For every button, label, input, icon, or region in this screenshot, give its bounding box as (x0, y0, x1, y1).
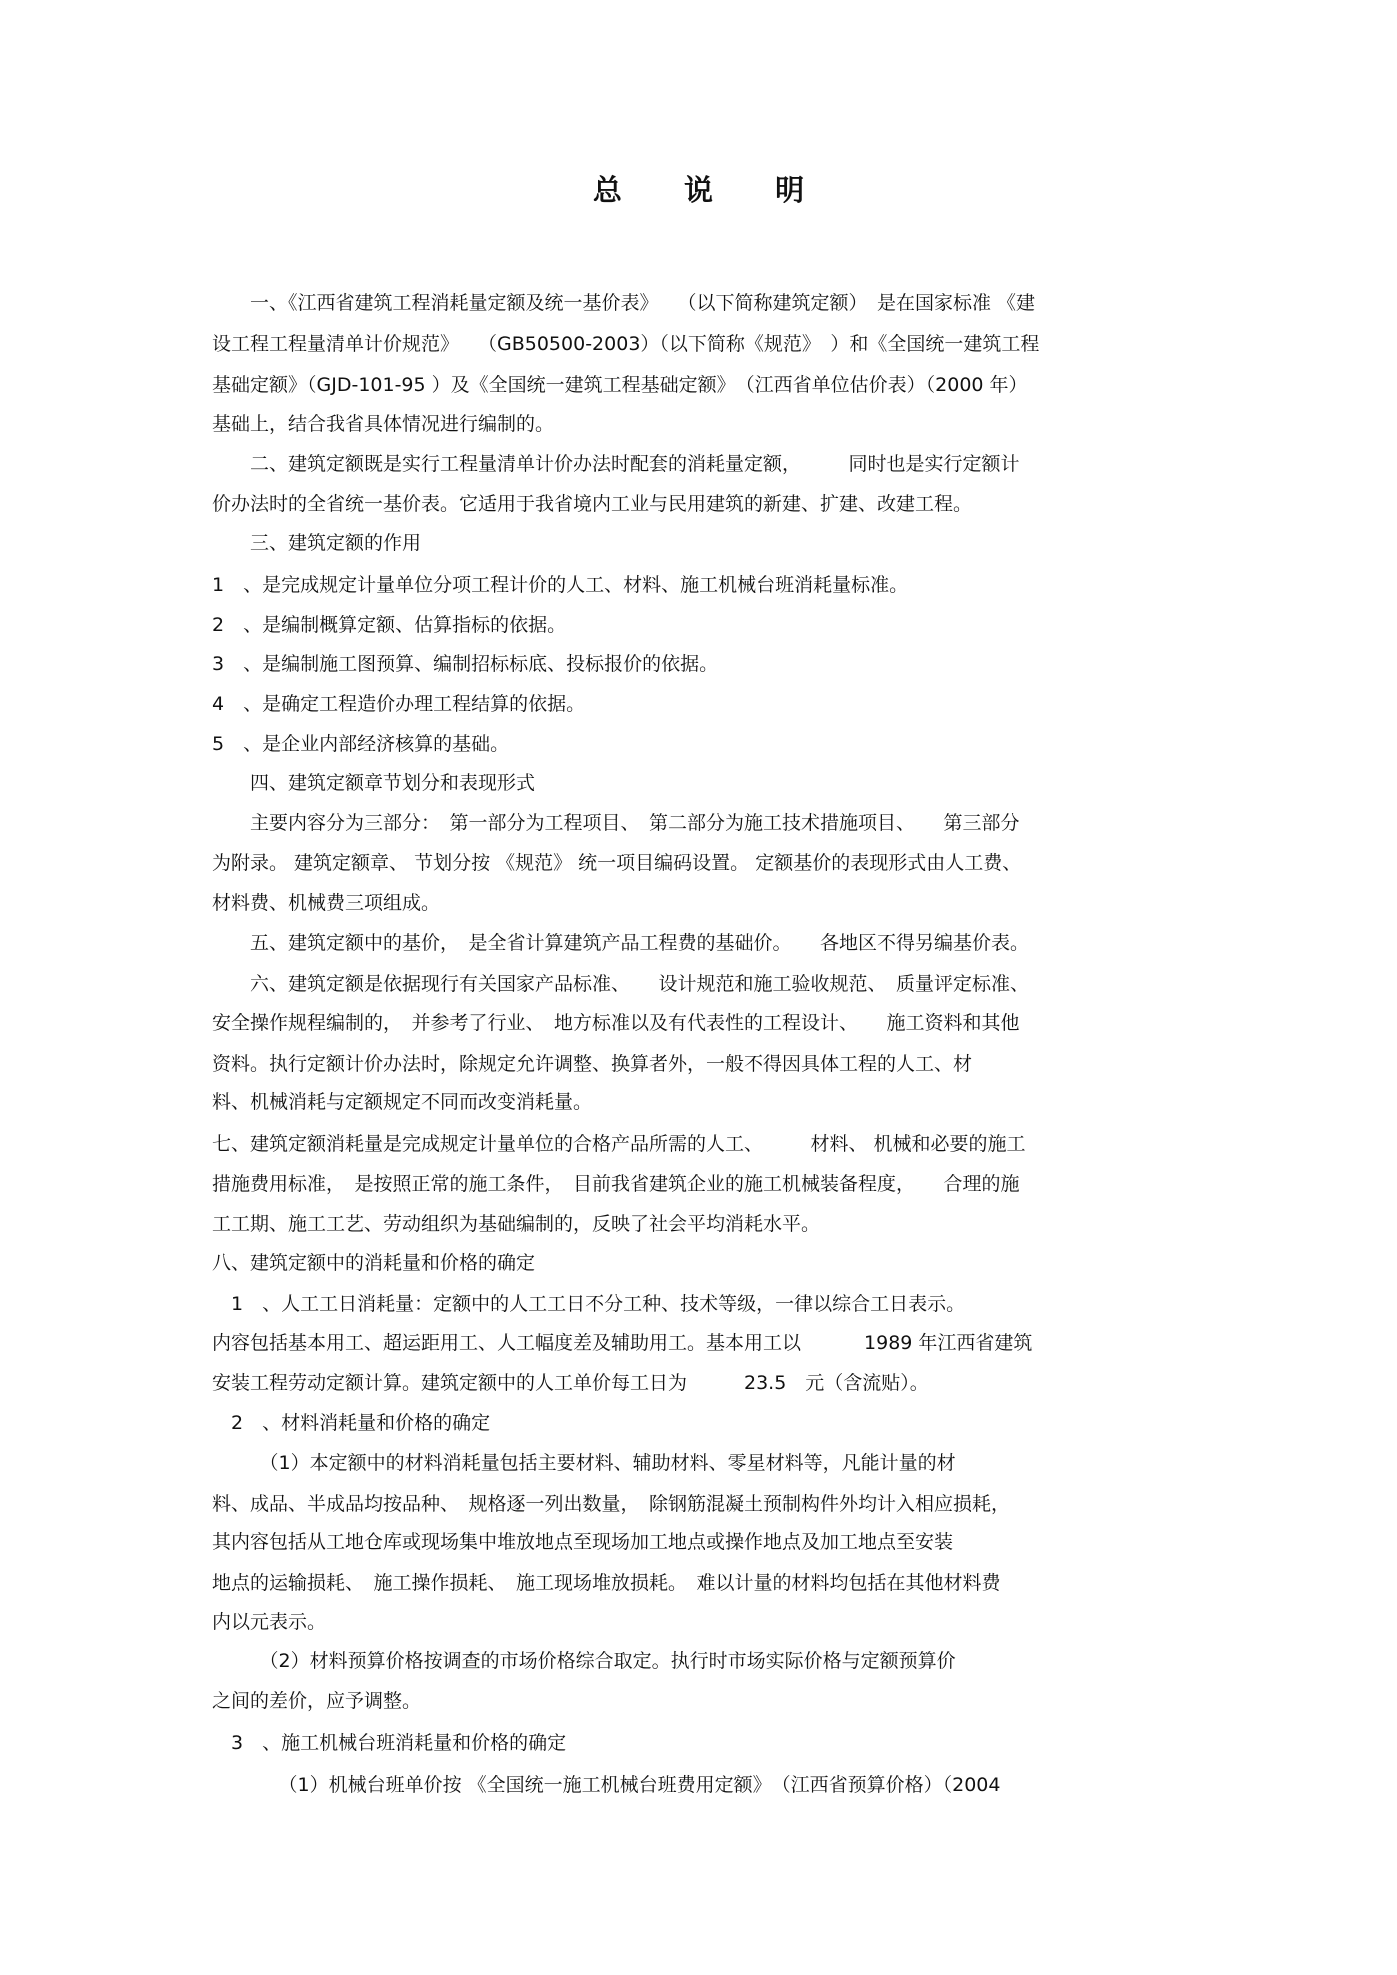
text-line: 内以元表示。 (212, 1611, 327, 1633)
text-line: 安全操作规程编制的， 并参考了行业、 地方标准以及有代表性的工程设计、 施工资料和其他 (212, 1012, 1020, 1034)
text-line: 材料费、机械费三项组成。 (212, 892, 441, 914)
text-line: 料、成品、半成品均按品种、 规格逐一列出数量， 除钢筋混凝土预制构件外均计入相应损耗， (212, 1493, 1011, 1515)
text-line: 4 、是确定工程造价办理工程结算的依据。 (212, 693, 586, 715)
text-line: 为附录。 建筑定额章、 节划分按 《规范》 统一项目编码设置。 定额基价的表现形式由人工费、 (212, 852, 1022, 874)
text-line: 内容包括基本用工、超运距用工、人工幅度差及辅助用工。基本用工以 1989 年江西省建筑 (212, 1332, 1033, 1354)
text-line: 主要内容分为三部分： 第一部分为工程项目、 第二部分为施工技术措施项目、 第三部分 (212, 812, 1020, 834)
text-line: （1）机械台班单价按 《全国统一施工机械台班费用定额》 （江西省预算价格）（2004 (212, 1774, 1001, 1796)
text-line: 2 、是编制概算定额、估算指标的依据。 (212, 614, 567, 636)
text-line: 安装工程劳动定额计算。建筑定额中的人工单价每工日为 23.5 元（含流贴）。 (212, 1372, 929, 1394)
text-line: 六、建筑定额是依据现行有关国家产品标准、 设计规范和施工验收规范、 质量评定标准、 (212, 973, 1030, 995)
text-line: 1 、是完成规定计量单位分项工程计价的人工、材料、施工机械台班消耗量标准。 (212, 574, 909, 596)
text-line: 5 、是企业内部经济核算的基础。 (212, 733, 510, 755)
text-line: 料、机械消耗与定额规定不同而改变消耗量。 (212, 1091, 593, 1113)
text-line: 资料。执行定额计价办法时，除规定允许调整、换算者外，一般不得因具体工程的人工、材 (212, 1053, 973, 1075)
text-line: 2 、材料消耗量和价格的确定 (212, 1412, 491, 1434)
text-line: 地点的运输损耗、 施工操作损耗、 施工现场堆放损耗。 难以计量的材料均包括在其他材料费 (212, 1572, 1001, 1594)
text-line: 设工程工程量清单计价规范》 （GB50500-2003）（以下简称《规范》 ）和《全国统一建筑工程 (212, 333, 1040, 355)
text-line: 八、建筑定额中的消耗量和价格的确定 (212, 1252, 536, 1274)
text-line: 四、建筑定额章节划分和表现形式 (212, 772, 536, 794)
text-line: 3 、施工机械台班消耗量和价格的确定 (212, 1732, 567, 1754)
text-line: 一、《江西省建筑工程消耗量定额及统一基价表》 （以下简称建筑定额） 是在国家标准 《建 (212, 292, 1036, 314)
text-line: 工工期、施工工艺、劳动组织为基础编制的，反映了社会平均消耗水平。 (212, 1213, 821, 1235)
text-line: 措施费用标准， 是按照正常的施工条件， 目前我省建筑企业的施工机械装备程度， 合理的施 (212, 1173, 1020, 1195)
text-line: 三、建筑定额的作用 (212, 532, 422, 554)
text-line: 之间的差价，应予调整。 (212, 1690, 422, 1712)
text-line: 五、建筑定额中的基价， 是全省计算建筑产品工程费的基础价。 各地区不得另编基价表。 (212, 932, 1030, 954)
text-line: 基础上，结合我省具体情况进行编制的。 (212, 413, 555, 435)
text-line: 3 、是编制施工图预算、编制招标标底、投标报价的依据。 (212, 653, 719, 675)
text-line: 价办法时的全省统一基价表。它适用于我省境内工业与民用建筑的新建、扩建、改建工程。 (212, 493, 973, 515)
text-line: 七、建筑定额消耗量是完成规定计量单位的合格产品所需的人工、 材料、 机械和必要的施工 (212, 1133, 1026, 1155)
text-line: 其内容包括从工地仓库或现场集中堆放地点至现场加工地点或操作地点及加工地点至安装 (212, 1531, 954, 1553)
text-line: （2）材料预算价格按调查的市场价格综合取定。执行时市场实际价格与定额预算价 (212, 1650, 956, 1672)
text-line: 基础定额》（GJD-101-95 ）及《全国统一建筑工程基础定额》 （江西省单位估价表）（2000 年） (212, 374, 1028, 396)
page-title: 总 说 明 (592, 173, 831, 207)
text-line: 二、建筑定额既是实行工程量清单计价办法时配套的消耗量定额， 同时也是实行定额计 (212, 453, 1020, 475)
text-line: 1 、人工工日消耗量：定额中的人工工日不分工种、技术等级，一律以综合工日表示。 (212, 1293, 966, 1315)
text-line: （1）本定额中的材料消耗量包括主要材料、辅助材料、零星材料等，凡能计量的材 (212, 1452, 956, 1474)
